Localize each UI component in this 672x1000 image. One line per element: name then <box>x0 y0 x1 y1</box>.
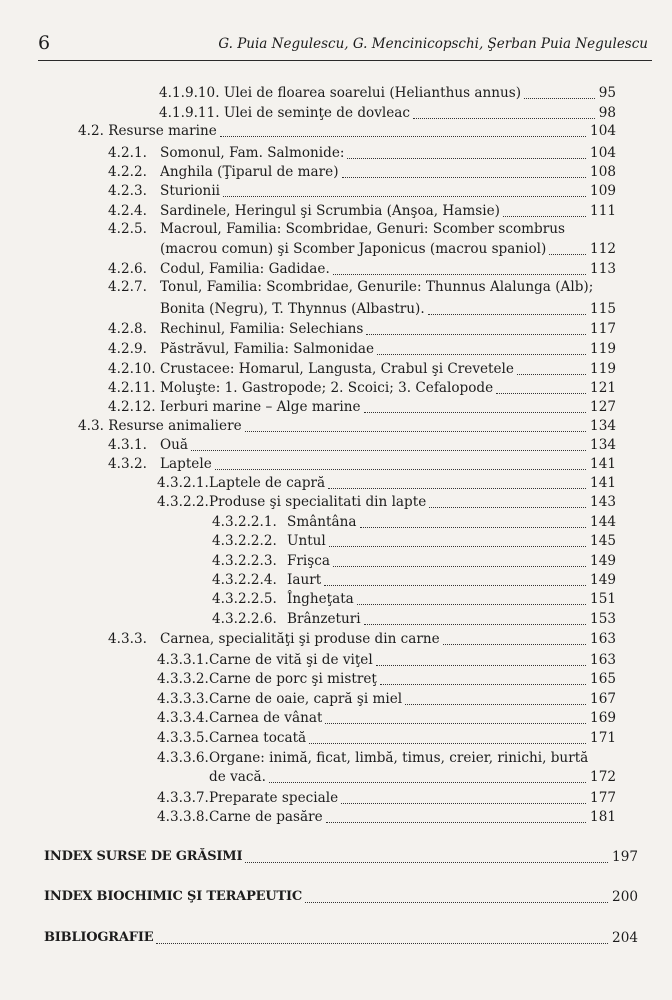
running-head: G. Puia Negulescu, G. Mencinicopschi, Şerban Puia Negulescu <box>218 36 648 52</box>
toc-title: Frişca <box>287 553 330 569</box>
toc-entry <box>157 789 616 807</box>
toc-number: 4.3.3.5. <box>157 730 209 746</box>
toc-number: 4.3.2.2.3. <box>212 553 277 569</box>
toc-entry <box>108 144 616 162</box>
toc-number: 4.3.2.2.2. <box>212 533 277 549</box>
toc-page: 163 <box>590 631 616 647</box>
dot-leader <box>305 901 608 903</box>
toc-entry-first-line <box>157 749 616 767</box>
toc-title: Resurse marine <box>108 123 217 139</box>
toc-title: Îngheţata <box>287 591 354 607</box>
dot-leader <box>156 942 608 944</box>
toc-entry <box>108 630 616 648</box>
toc-page: 104 <box>590 123 616 139</box>
toc-number: 4.2.1. <box>108 145 147 161</box>
toc-entry <box>157 808 616 826</box>
toc-title: INDEX SURSE DE GRĂSIMI <box>44 849 243 864</box>
dot-leader <box>496 392 586 394</box>
page-number: 6 <box>38 32 51 54</box>
toc-number: 4.3.2.1. <box>157 475 209 491</box>
dot-leader <box>309 742 586 744</box>
toc-title: Somonul, Fam. Salmonide: <box>160 145 345 161</box>
dot-leader <box>245 861 608 863</box>
toc-number: 4.3.3.7. <box>157 790 209 806</box>
toc-page: 167 <box>590 691 616 707</box>
toc-number: 4.1.9.10. <box>159 85 220 101</box>
toc-title: Laptele de capră <box>209 475 326 491</box>
toc-entry <box>157 651 616 669</box>
toc-entry <box>157 670 616 688</box>
toc-page: 121 <box>590 380 616 396</box>
toc-entry <box>108 260 616 278</box>
page-header <box>38 30 652 61</box>
toc-page: 200 <box>612 889 638 905</box>
toc-page: 163 <box>590 652 616 668</box>
toc-entry-continuation <box>209 768 616 786</box>
toc-entry-first-line <box>108 220 616 238</box>
toc-entry <box>212 571 616 589</box>
toc-title: Carnea tocată <box>209 730 307 746</box>
dot-leader <box>428 313 586 315</box>
dot-leader <box>364 623 586 625</box>
toc-page: 111 <box>590 203 616 219</box>
toc-page: 127 <box>590 399 616 415</box>
toc-number: 4.3.3.4. <box>157 710 209 726</box>
toc-number: 4.3.2. <box>108 456 147 472</box>
toc-number: 4.3.2.2. <box>157 494 209 510</box>
toc-entry <box>212 610 616 628</box>
dot-leader <box>357 603 586 605</box>
dot-leader <box>517 373 586 375</box>
toc-entry <box>108 202 616 220</box>
toc-entry-index <box>44 888 638 906</box>
toc-entry <box>157 474 616 492</box>
toc-title: Carne de porc şi mistreţ <box>209 671 377 687</box>
toc-page: 144 <box>590 514 616 530</box>
dot-leader <box>328 487 586 489</box>
toc-number: 4.2.9. <box>108 341 147 357</box>
toc-title: Păstrăvul, Familia: Salmonidae <box>160 341 375 357</box>
toc-number: 4.2.4. <box>108 203 147 219</box>
dot-leader <box>191 449 586 451</box>
toc-number: 4.3.2.2.5. <box>212 591 277 607</box>
dot-leader <box>341 802 586 804</box>
dot-leader <box>443 643 586 645</box>
toc-number: 4.2. <box>78 123 104 139</box>
toc-title: Resurse animaliere <box>108 418 242 434</box>
toc-title: Laptele <box>160 456 212 472</box>
toc-number: 4.3.3. <box>108 631 147 647</box>
toc-title: Brânzeturi <box>287 611 361 627</box>
toc-entry <box>212 552 616 570</box>
toc-title: Carne de pasăre <box>209 809 323 825</box>
toc-page: 95 <box>598 85 616 101</box>
toc-number: 4.1.9.11. <box>159 105 220 121</box>
toc-title-continuation: Bonita (Negru), T. Thynnus (Albastru). <box>160 301 425 317</box>
toc-entry <box>159 104 616 122</box>
toc-number: 4.3.3.3. <box>157 691 209 707</box>
toc-title: INDEX BIOCHIMIC ŞI TERAPEUTIC <box>44 889 302 904</box>
toc-entry <box>108 379 616 397</box>
toc-title: Tonul, Familia: Scombridae, Genurile: Thunnus Alalunga (Alb); <box>160 279 594 295</box>
dot-leader <box>364 411 587 413</box>
toc-entry <box>157 709 616 727</box>
toc-entry <box>212 590 616 608</box>
toc-title: Carne de vită şi de viţel <box>209 652 373 668</box>
dot-leader <box>269 781 586 783</box>
toc-entry <box>108 398 616 416</box>
toc-number: 4.3.2.2.4. <box>212 572 277 588</box>
dot-leader <box>429 506 586 508</box>
toc-page: 171 <box>590 730 616 746</box>
toc-entry-continuation <box>160 300 616 318</box>
dot-leader <box>329 545 586 547</box>
toc-page: 108 <box>590 164 616 180</box>
toc-title: Rechinul, Familia: Selechians <box>160 321 364 337</box>
toc-number: 4.3. <box>78 418 104 434</box>
dot-leader <box>223 195 586 197</box>
toc-title: Moluşte: 1. Gastropode; 2. Scoici; 3. Cefalopode <box>160 380 494 396</box>
dot-leader <box>377 353 586 355</box>
toc-entry <box>157 690 616 708</box>
toc-number: 4.2.7. <box>108 279 147 295</box>
toc-entry <box>108 455 616 473</box>
toc-number: 4.3.3.6. <box>157 750 209 766</box>
toc-page: 115 <box>590 301 616 317</box>
toc-number: 4.3.3.2. <box>157 671 209 687</box>
toc-page: 204 <box>612 930 638 946</box>
toc-title: Sturionii <box>160 183 221 199</box>
toc-entry-bibliography <box>44 929 638 947</box>
dot-leader <box>524 97 595 99</box>
dot-leader <box>380 683 586 685</box>
toc-entry <box>159 84 616 102</box>
toc-title: Untul <box>287 533 326 549</box>
toc-title: Carne de oaie, capră şi miel <box>209 691 403 707</box>
toc-page: 119 <box>590 341 616 357</box>
dot-leader <box>366 333 586 335</box>
toc-title-continuation: de vacă. <box>209 769 266 785</box>
toc-number: 4.3.3.1. <box>157 652 209 668</box>
toc-title: Crustacee: Homarul, Langusta, Crabul şi Crevetele <box>160 361 514 377</box>
toc-page: 112 <box>590 241 616 257</box>
toc-page: 141 <box>590 456 616 472</box>
toc-title: Produse şi specialitati din lapte <box>209 494 427 510</box>
toc-number: 4.2.11. <box>108 380 156 396</box>
dot-leader <box>549 253 586 255</box>
toc-page: 104 <box>590 145 616 161</box>
toc-title: Codul, Familia: Gadidae. <box>160 261 330 277</box>
toc-entry <box>157 493 616 511</box>
toc-entry <box>212 513 616 531</box>
dot-leader <box>360 526 587 528</box>
toc-entry <box>108 340 616 358</box>
dot-leader <box>413 117 595 119</box>
toc-page: 197 <box>612 849 638 865</box>
toc-entry-first-line <box>108 278 616 296</box>
toc-page: 113 <box>590 261 616 277</box>
dot-leader <box>333 565 586 567</box>
toc-page: 141 <box>590 475 616 491</box>
dot-leader <box>342 176 587 178</box>
toc-entry <box>108 320 616 338</box>
toc-title: Carnea, specialităţi şi produse din carne <box>160 631 440 647</box>
toc-title: Sardinele, Heringul şi Scrumbia (Anşoa, Hamsie) <box>160 203 500 219</box>
toc-page: 98 <box>598 105 616 121</box>
dot-leader <box>503 215 586 217</box>
toc-page: 109 <box>590 183 616 199</box>
toc-page: 151 <box>590 591 616 607</box>
toc-page: 153 <box>590 611 616 627</box>
toc-number: 4.2.5. <box>108 221 147 237</box>
toc-entry <box>78 122 616 140</box>
toc-title: Iaurt <box>287 572 322 588</box>
toc-title: Smântâna <box>287 514 357 530</box>
toc-title: BIBLIOGRAFIE <box>44 930 154 945</box>
toc-title: Macroul, Familia: Scombridae, Genuri: Scomber scombrus <box>160 221 565 237</box>
toc-page: 145 <box>590 533 616 549</box>
toc-entry <box>108 163 616 181</box>
dot-leader <box>347 157 586 159</box>
dot-leader <box>333 273 586 275</box>
dot-leader <box>376 664 586 666</box>
toc-page: 169 <box>590 710 616 726</box>
toc-entry <box>108 360 616 378</box>
toc-entry <box>157 729 616 747</box>
toc-page: 165 <box>590 671 616 687</box>
toc-entry-index <box>44 848 638 866</box>
toc-title: Carnea de vânat <box>209 710 323 726</box>
toc-entry-continuation <box>160 240 616 258</box>
dot-leader <box>220 135 586 137</box>
dot-leader <box>325 722 586 724</box>
toc-entry <box>78 417 616 435</box>
dot-leader <box>326 821 586 823</box>
toc-number: 4.2.3. <box>108 183 147 199</box>
toc-entry <box>108 182 616 200</box>
toc-number: 4.2.8. <box>108 321 147 337</box>
toc-entry <box>108 436 616 454</box>
toc-number: 4.2.6. <box>108 261 147 277</box>
toc-number: 4.2.10. <box>108 361 156 377</box>
toc-title: Ierburi marine – Alge marine <box>160 399 361 415</box>
toc-title: Organe: inimă, ficat, limbă, timus, creier, rinichi, burtă <box>209 750 589 766</box>
toc-number: 4.2.12. <box>108 399 156 415</box>
toc-page: 143 <box>590 494 616 510</box>
toc-title: Ulei de seminţe de dovleac <box>223 105 411 121</box>
dot-leader <box>324 584 586 586</box>
toc-page: 134 <box>590 418 616 434</box>
toc-number: 4.2.2. <box>108 164 147 180</box>
dot-leader <box>245 430 586 432</box>
toc-title: Ulei de floarea soarelui (Helianthus annus) <box>223 85 522 101</box>
toc-page: 134 <box>590 437 616 453</box>
toc-title: Anghila (Ţiparul de mare) <box>160 164 339 180</box>
dot-leader <box>215 468 586 470</box>
toc-number: 4.3.2.2.1. <box>212 514 277 530</box>
toc-page: 149 <box>590 572 616 588</box>
toc-page: 117 <box>590 321 616 337</box>
toc-title: Preparate speciale <box>209 790 339 806</box>
toc-number: 4.3.2.2.6. <box>212 611 277 627</box>
toc-page: 177 <box>590 790 616 806</box>
toc-number: 4.3.1. <box>108 437 147 453</box>
toc-number: 4.3.3.8. <box>157 809 209 825</box>
toc-title: Ouă <box>160 437 189 453</box>
toc-page: 172 <box>590 769 616 785</box>
toc-title-continuation: (macrou comun) şi Scomber Japonicus (macrou spaniol) <box>160 241 547 257</box>
toc-entry <box>212 532 616 550</box>
toc-page: 119 <box>590 361 616 377</box>
toc-page: 149 <box>590 553 616 569</box>
dot-leader <box>405 703 586 705</box>
toc-page: 181 <box>590 809 616 825</box>
